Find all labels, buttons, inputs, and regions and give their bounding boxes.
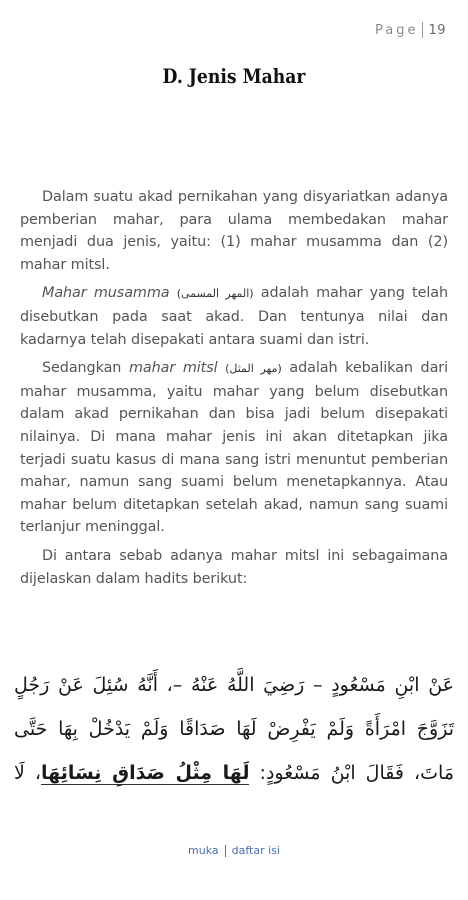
hadith-highlight: لَهَا مِثْلُ صَدَاقِ نِسَائِهَا	[41, 762, 250, 784]
footer-divider	[225, 845, 226, 857]
paragraph-2-text: adalah mahar yang telah disebutkan pada saat akad. Dan tentunya nilai dan kadarnya telah disepakati antara suami dan istri.	[20, 285, 448, 348]
hadith-line-3	[14, 751, 454, 795]
hadith-line-1: عَنْ ابْنِ مَسْعُودٍ – رَضِيَ اللَّهُ عَنْهُ –، أَنَّهُ سُئِلَ عَنْ رَجُلٍ	[14, 674, 454, 696]
paragraph-4-text: Di antara sebab adanya mahar mitsl ini sebagaimana dijelaskan dalam hadits berikut:	[20, 547, 448, 587]
paragraph-3	[20, 357, 448, 539]
paragraph-3-text: adalah kebalikan dari mahar musamma, yaitu mahar yang belum disebutkan dalam akad pernikahan dan bisa jadi belum disepakati nilainya. Di mana mahar jenis ini akan ditetapkan jika terjadi suatu kasus di mana sang istri menuntut pemberian mahar, namun sang suami belum menetapkannya. Atau mahar belum ditetapkan setelah akad, namun sang suami terlanjur meninggal.	[20, 360, 449, 536]
page-label: Page	[374, 22, 419, 38]
arabic-term-musamma: (المهر المسمى)	[176, 287, 254, 301]
term-mahar-musamma: Mahar musamma	[42, 285, 170, 302]
arabic-term-mitsl: (مهر المثل)	[225, 362, 282, 376]
page-header-divider	[422, 22, 423, 38]
paragraph-1-text: Dalam suatu akad pernikahan yang disyariatkan adanya pemberian mahar, para ulama membedakan mahar menjadi dua jenis, yaitu: (1) mahar musamma dan (2) mahar mitsl.	[20, 189, 448, 273]
paragraph-3-start: Sedangkan	[42, 360, 129, 377]
hadith-line-2: تَزَوَّجَ امْرَأَةً وَلَمْ يَفْرِضْ لَهَا صَدَاقًا وَلَمْ يَدْخُلْ بِهَا حَتَّى	[14, 718, 454, 740]
paragraph-4	[20, 545, 448, 590]
paragraph-1	[20, 186, 448, 276]
term-mahar-mitsl: mahar mitsl	[128, 360, 218, 377]
page-number: 19	[428, 22, 446, 38]
paragraph-2	[20, 282, 448, 351]
footer-nav	[0, 844, 468, 857]
page-header	[375, 22, 446, 38]
hadith-line-3-start: مَاتَ، فَقَالَ ابْنُ مَسْعُودٍ:	[249, 762, 454, 784]
hadith-text	[14, 663, 454, 795]
section-title: D. Jenis Mahar	[162, 64, 306, 88]
home-link[interactable]: muka	[188, 844, 219, 857]
hadith-line-3-end: ، لَا	[14, 762, 42, 784]
body-text	[20, 186, 448, 596]
toc-link[interactable]: daftar isi	[231, 844, 280, 857]
